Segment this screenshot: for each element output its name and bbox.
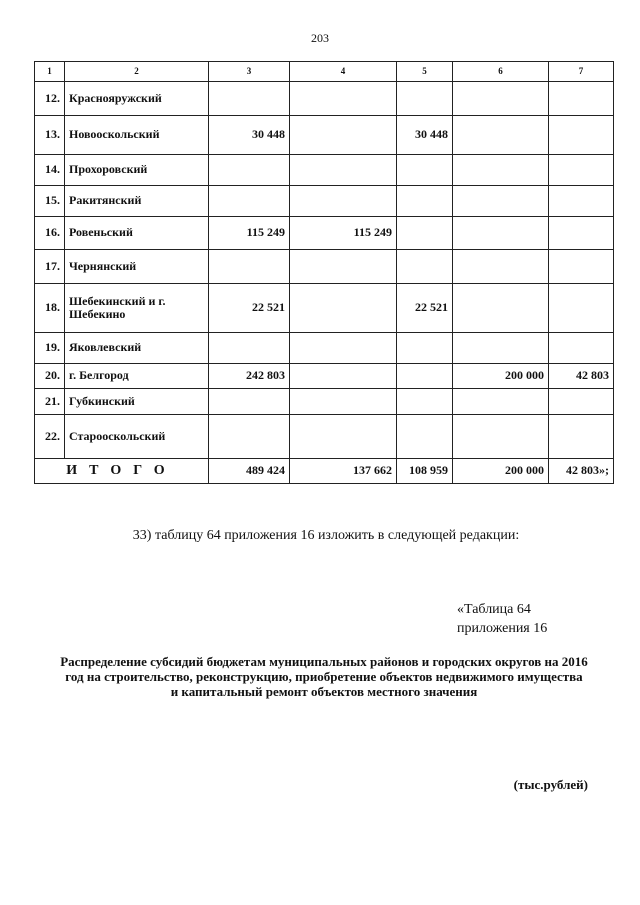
row-number: 13.	[35, 116, 65, 155]
value-cell	[453, 333, 549, 364]
row-number: 17.	[35, 250, 65, 284]
total-cell: 108 959	[397, 459, 453, 484]
value-cell: 200 000	[453, 364, 549, 389]
value-cell: 42 803	[549, 364, 614, 389]
district-name: Краснояружский	[65, 82, 209, 116]
total-cell: 42 803»;	[549, 459, 614, 484]
total-cell: 200 000	[453, 459, 549, 484]
district-name: Губкинский	[65, 389, 209, 415]
district-name: Ровеньский	[65, 217, 209, 250]
value-cell	[549, 116, 614, 155]
value-cell	[549, 217, 614, 250]
total-cell	[209, 250, 290, 284]
value-cell	[397, 364, 453, 389]
total-label: ИТОГО	[35, 459, 209, 484]
column-number: 2	[65, 62, 209, 82]
value-cell	[290, 186, 397, 217]
table-row	[35, 364, 614, 389]
row-number: 15.	[35, 186, 65, 217]
value-cell	[397, 250, 453, 284]
district-name: Яковлевский	[65, 333, 209, 364]
table-title: Распределение субсидий бюджетам муниципальных районов и городских округов на 2016 год на строительство, реконструкцию, приобретение объектов недвижимого имущества и капитальный ремонт объектов местного значения	[60, 654, 588, 699]
table-row	[35, 155, 614, 186]
subsidy-table	[34, 61, 614, 484]
table-reference-line: «Таблица 64	[457, 602, 531, 617]
column-number-row	[35, 62, 614, 82]
value-cell: 22 521	[397, 284, 453, 333]
table-row	[35, 333, 614, 364]
row-number: 21.	[35, 389, 65, 415]
total-cell: 489 424	[209, 459, 290, 484]
value-cell	[453, 250, 549, 284]
value-cell	[397, 155, 453, 186]
value-cell	[290, 364, 397, 389]
value-cell	[290, 250, 397, 284]
value-cell	[453, 155, 549, 186]
district-name: г. Белгород	[65, 364, 209, 389]
table-row	[35, 217, 614, 250]
row-number: 14.	[35, 155, 65, 186]
total-cell: 22 521	[209, 284, 290, 333]
total-cell	[209, 415, 290, 459]
value-cell	[549, 186, 614, 217]
table-row	[35, 82, 614, 116]
table-reference	[457, 600, 547, 638]
column-number: 7	[549, 62, 614, 82]
column-number: 3	[209, 62, 290, 82]
district-name: Ракитянский	[65, 186, 209, 217]
row-number: 19.	[35, 333, 65, 364]
table-row	[35, 250, 614, 284]
value-cell	[290, 116, 397, 155]
value-cell	[290, 333, 397, 364]
district-name: Прохоровский	[65, 155, 209, 186]
value-cell	[453, 186, 549, 217]
row-number: 18.	[35, 284, 65, 333]
column-number: 4	[290, 62, 397, 82]
total-cell	[209, 82, 290, 116]
value-cell	[549, 82, 614, 116]
value-cell	[453, 116, 549, 155]
total-row	[35, 459, 614, 484]
district-name: Чернянский	[65, 250, 209, 284]
value-cell	[397, 82, 453, 116]
value-cell	[290, 284, 397, 333]
value-cell	[397, 217, 453, 250]
value-cell	[290, 389, 397, 415]
value-cell	[453, 82, 549, 116]
total-cell	[209, 155, 290, 186]
total-cell	[209, 186, 290, 217]
value-cell	[290, 155, 397, 186]
amendment-instruction: 33) таблицу 64 приложения 16 изложить в следующей редакции:	[132, 528, 520, 543]
value-cell	[453, 415, 549, 459]
total-cell: 242 803	[209, 364, 290, 389]
value-cell	[290, 82, 397, 116]
value-cell	[453, 217, 549, 250]
value-cell	[453, 284, 549, 333]
row-number: 20.	[35, 364, 65, 389]
column-number: 1	[35, 62, 65, 82]
table-row	[35, 116, 614, 155]
table-row	[35, 284, 614, 333]
value-cell	[453, 389, 549, 415]
district-name: Новооскольский	[65, 116, 209, 155]
table-reference-line: приложения 16	[457, 621, 548, 636]
value-cell: 30 448	[397, 116, 453, 155]
value-cell	[290, 415, 397, 459]
value-cell	[549, 333, 614, 364]
column-number: 5	[397, 62, 453, 82]
value-cell	[397, 333, 453, 364]
value-cell	[549, 389, 614, 415]
page-number: 203	[311, 31, 329, 45]
value-cell	[397, 389, 453, 415]
district-name: Шебекинский и г. Шебекино	[65, 284, 209, 333]
value-cell	[549, 415, 614, 459]
table-row	[35, 415, 614, 459]
value-cell	[397, 415, 453, 459]
district-name: Старооскольский	[65, 415, 209, 459]
value-cell: 115 249	[290, 217, 397, 250]
column-number: 6	[453, 62, 549, 82]
value-cell	[397, 186, 453, 217]
row-number: 12.	[35, 82, 65, 116]
units-label: (тыс.рублей)	[513, 777, 588, 792]
total-cell	[209, 333, 290, 364]
row-number: 16.	[35, 217, 65, 250]
total-cell: 137 662	[290, 459, 397, 484]
total-cell	[209, 389, 290, 415]
row-number: 22.	[35, 415, 65, 459]
value-cell	[549, 284, 614, 333]
table-row	[35, 186, 614, 217]
total-cell: 115 249	[209, 217, 290, 250]
value-cell	[549, 250, 614, 284]
total-cell: 30 448	[209, 116, 290, 155]
value-cell	[549, 155, 614, 186]
table-row	[35, 389, 614, 415]
